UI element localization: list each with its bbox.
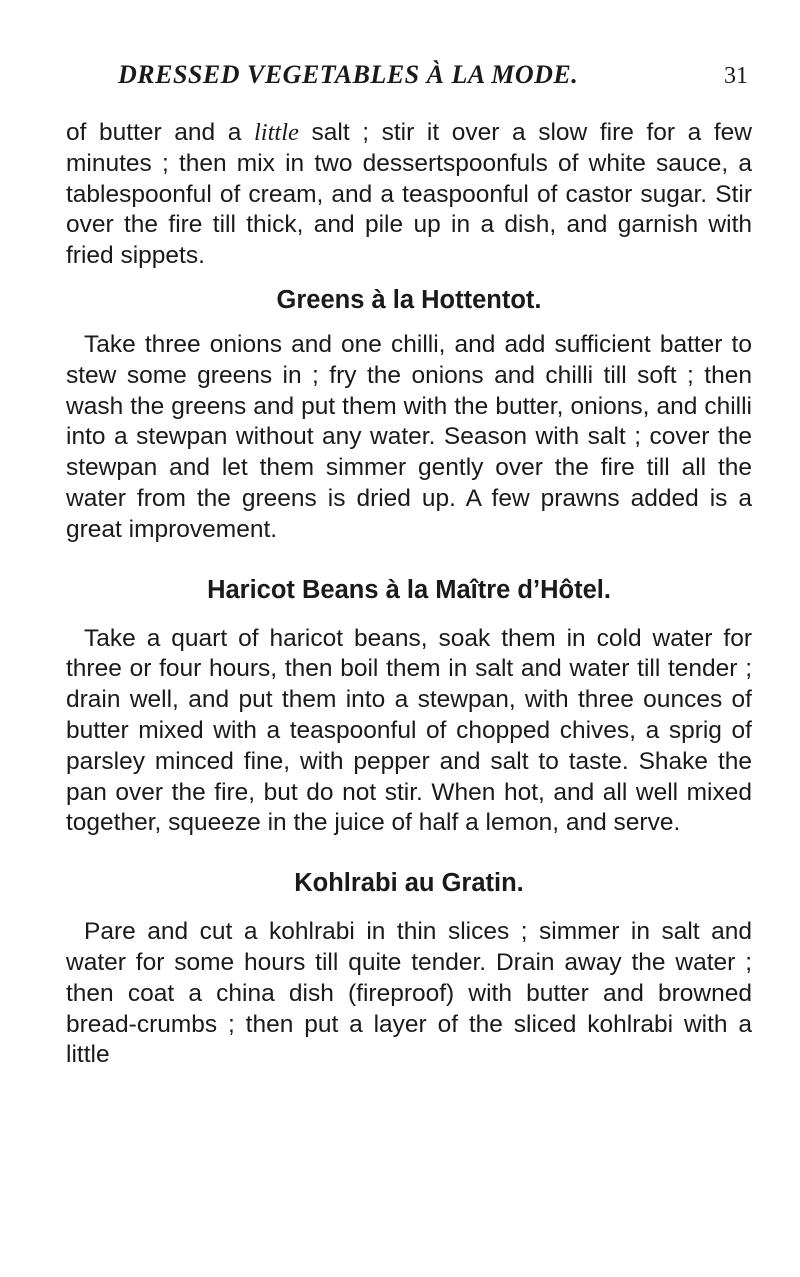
intro-text-end: salt ; stir it over a slow fire for a few minutes ; then mix in two dessertspoonfuls of white sauce, a tablespoonful of cream, and a teaspoonful of castor sugar. Stir over the fire till thick, and pile up in a dish, and garnish with fried sippets. bbox=[66, 119, 752, 270]
intro-text-start: of butter and a bbox=[66, 119, 254, 146]
continued-paragraph bbox=[66, 118, 752, 272]
page-body bbox=[66, 118, 752, 1071]
recipe-text-kohlrabi: Pare and cut a kohlrabi in thin slices ; simmer in salt and water for some hours till quite tender. Drain away the water ; then coat a china dish (fireproof) with butter and browned bread-crumbs ; then put a layer of the sliced kohlrabi with a little bbox=[66, 918, 752, 1069]
emphasized-word: little bbox=[253, 119, 299, 146]
recipe-text-haricot-beans: Take a quart of haricot beans, soak them in cold water for three or four hours, then boil them in salt and water till tender ; drain well, and put them into a stewpan, with three ounces of butter mixed with a teaspoonful of chopped chives, a sprig of parsley minced fine, with pepper and salt to taste. Shake the pan over the fire, but do not stir. When hot, and all well mixed together, squeeze in the juice of half a lemon, and serve. bbox=[66, 624, 752, 837]
recipe-title-kohlrabi: Kohlrabi au Gratin. bbox=[294, 869, 524, 898]
running-head: DRESSED VEGETABLES À LA MODE. bbox=[118, 60, 579, 89]
recipe-title-greens: Greens à la Hottentot. bbox=[276, 285, 542, 314]
page-number: 31 bbox=[724, 63, 748, 89]
recipe-text-greens: Take three onions and one chilli, and add sufficient batter to stew some greens in ; fry the onions and chilli till soft ; then wash the greens and put them with the butter, onions, and chilli into a stewpan without any water. Season with salt ; cover the stewpan and let them simmer gently over the fire till all the water from the greens is dried up. A few prawns added is a great improvement. bbox=[66, 330, 752, 543]
recipe-title-haricot-beans: Haricot Beans à la Maître d’Hôtel. bbox=[207, 575, 611, 604]
